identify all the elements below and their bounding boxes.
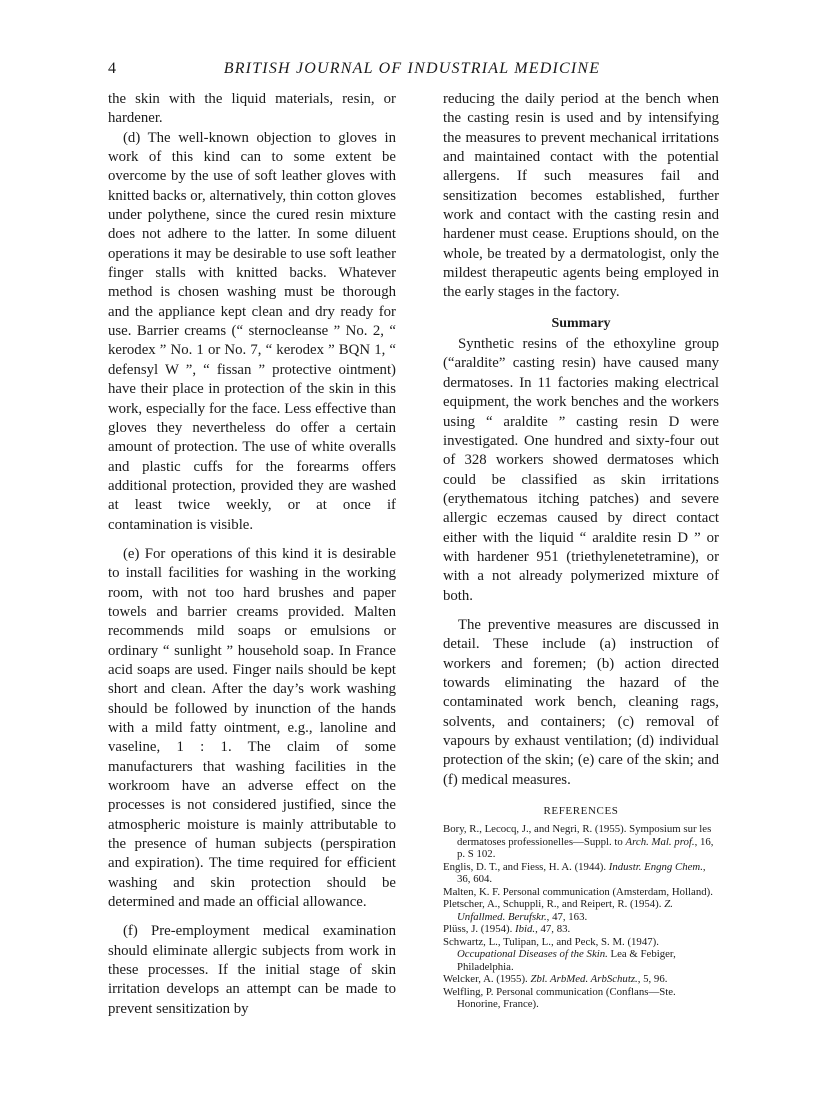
reference-item: Pletscher, A., Schuppli, R., and Reipert, R. (1954). Z. Unfallmed. Berufskr., 47, 163. bbox=[443, 898, 673, 923]
paragraph: Synthetic resins of the ethoxyline group (“araldite” casting resin) have caused many dermatoses. In 11 factories making electrical equipment, the work benches and the workers using “ araldite ” casting resin D were investigated. One hundred and sixty-four out of 328 workers showed dermatoses which could be classified as skin irritations (erythematous itching patches) and severe allergic eczemas caused by direct contact either with the liquid “ araldite resin D ” or with hardener 951 (triethylenetetramine), or with a not already polymerized mixture of both. bbox=[443, 336, 719, 604]
left-column bbox=[108, 90, 396, 1019]
paragraph: (e) For operations of this kind it is desirable to install facilities for washing in the working room, with not too hard brushes and paper towels and barrier creams provided. Malten recommends mild soaps or emulsions or ordinary “ sunlight ” household soap. In France acid soaps are used. Finger nails should be kept short and clean. After the day’s work washing should be followed by inunction of the hands with a mild fatty ointment, e.g., lanoline and vaseline, 1 : 1. The claim of some manufacturers that washing facilities in the workroom have an adverse effect on the processes is not considered justified, since the atmospheric moisture is mainly attributable to the presence of human subjects (perspiration and expiration). The time required for efficient washing and skin protection should be determined and made an official allowance. bbox=[108, 545, 396, 911]
reference-item: Plüss, J. (1954). Ibid., 47, 83. bbox=[443, 923, 571, 936]
reference-list bbox=[443, 823, 719, 1011]
reference-item: Englis, D. T., and Fiess, H. A. (1944). Industr. Engng Chem., 36, 604. bbox=[443, 860, 706, 886]
references-heading: REFERENCES bbox=[543, 805, 619, 818]
reference-item: Bory, R., Lecocq, J., and Negri, R. (1955). Symposium sur les dermatoses professionelles—Suppl. to Arch. Mal. prof., 16, p. S 102. bbox=[443, 823, 714, 861]
page-number: 4 bbox=[108, 60, 116, 77]
paragraph: the skin with the liquid materials, resin, or hardener. bbox=[108, 91, 396, 127]
reference-item: Welcker, A. (1955). Zbl. ArbMed. ArbSchutz., 5, 96. bbox=[443, 973, 668, 986]
page-header bbox=[108, 60, 716, 84]
reference-item: Schwartz, L., Tulipan, L., and Peck, S. M. (1947). Occupational Diseases of the Skin. Lea & Febiger, Philadelphia. bbox=[443, 935, 676, 973]
summary-heading: Summary bbox=[551, 315, 611, 331]
journal-title: BRITISH JOURNAL OF INDUSTRIAL MEDICINE bbox=[223, 60, 601, 77]
reference-item: Welfling, P. Personal communication (Conflans—Ste. Honorine, France). bbox=[443, 985, 676, 1011]
reference-item: Malten, K. F. Personal communication (Amsterdam, Holland). bbox=[443, 885, 713, 898]
paragraph: (f) Pre-employment medical examination should eliminate allergic subjects from work in these processes. If the initial stage of skin irritation develops an attempt can be made to prevent sensitization by bbox=[108, 923, 396, 1017]
paragraph: The preventive measures are discussed in detail. These include (a) instruction of workers and foremen; (b) action directed towards eliminating the hazard of the contaminated work bench, cleaning rags, solvents, and containers; (c) removal of vapours by exhaust ventilation; (d) individual protection of the skin; (e) care of the skin; and (f) medical measures. bbox=[443, 616, 719, 788]
paragraph: reducing the daily period at the bench when the casting resin is used and by intensifying the measures to prevent mechanical irritations and maintained contact with the potential allergens. If such measures fail and sensitization becomes established, further work and contact with the casting resin and hardener must cease. Eruptions should, on the whole, be treated by a dermatologist, only the mildest therapeutic agents being employed in the early stages in the factory. bbox=[443, 91, 719, 301]
paragraph: (d) The well-known objection to gloves in work of this kind can to some extent be overcome by the use of soft leather gloves with knitted backs or, alternatively, thin cotton gloves under polythene, since the cured resin mixture does not adhere to the latter. In some diluent operations it may be desirable to use soft leather finger stalls with knitted backs. Whatever method is chosen washing must be thorough and the appliance kept clean and dry ready for use. Barrier creams (“ sternocleanse ” No. 2, “ kerodex ” No. 1 or No. 7, “ kerodex ” BQN 1, “ defensyl W ”, “ fissan ” protective ointment) have their place in protection of the skin in this work, especially for the face. Less effective than gloves they nevertheless do offer a certain amount of protection. The use of white overalls and plastic cuffs for the forearms offers additional protection, provided they are washed at least twice weekly, or at once if contamination is visible. bbox=[108, 129, 396, 533]
right-column bbox=[443, 90, 719, 1011]
